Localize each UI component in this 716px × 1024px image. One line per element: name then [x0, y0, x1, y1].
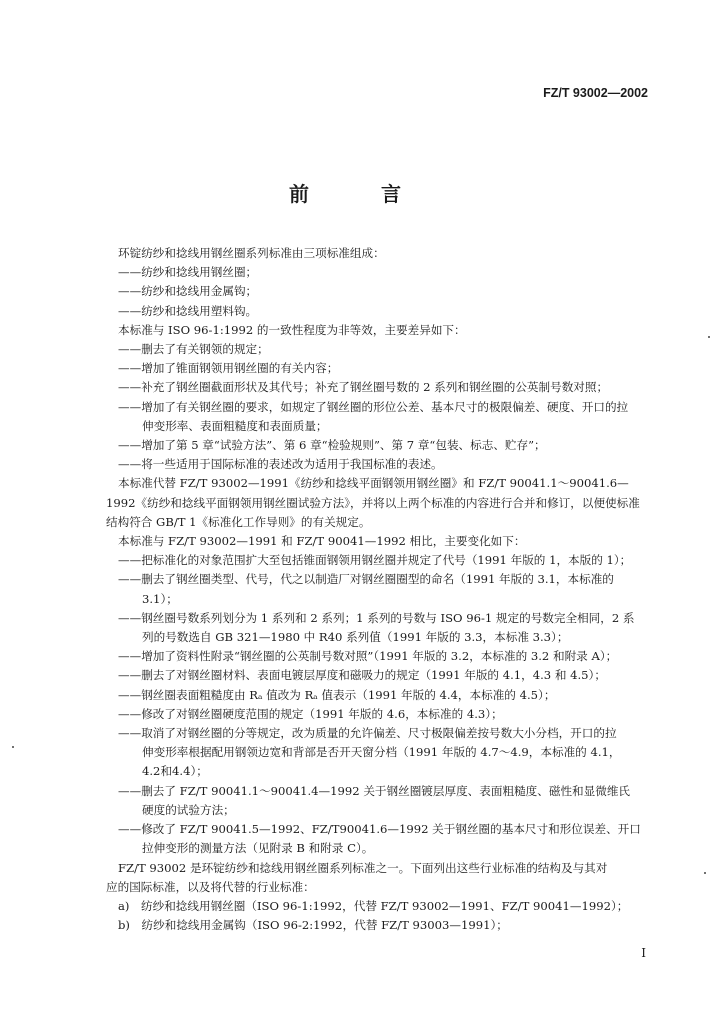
text-line: 伸变形率根据配用钢领边宽和背部是否开天窗分档（1991 年版的 4.7～4.9，本标准的 4.1，: [142, 745, 621, 760]
text-line: ——纺纱和捻线用金属钩；: [118, 284, 258, 299]
text-line: ——纺纱和捻线用钢丝圈；: [118, 265, 258, 280]
standard-code: FZ/T 93002—2002: [543, 86, 648, 100]
text-line: 应的国际标准，以及将代替的行业标准：: [106, 879, 315, 894]
text-line: 1992《纺纱和捻线平面钢领用钢丝圈试验方法》，并将以上两个标准的内容进行合并和修订，以便使标准: [106, 495, 640, 510]
text-line: ——取消了对钢丝圈的分等规定，改为质量的允许偏差、尺寸极限偏差按号数大小分档，开口的拉: [118, 726, 617, 741]
text-line: ——删去了钢丝圈类型、代号，代之以制造厂对钢丝圈圈型的命名（1991 年版的 3.1，本标准的: [118, 572, 614, 587]
text-line: ——删去了对钢丝圈材料、表面电镀层厚度和磁吸力的规定（1991 年版的 4.1，4.3 和 4.5）；: [118, 668, 606, 683]
text-line: a) 纺纱和捻线用钢丝圈（ISO 96-1:1992，代替 FZ/T 93002—1991、FZ/T 90041—1992）；: [118, 898, 629, 913]
scan-speck: [12, 746, 14, 748]
text-line: 列的号数选自 GB 321—1980 中 R40 系列值（1991 年版的 3.3，本标准 3.3）；: [142, 630, 569, 645]
text-line: 3.1）；: [142, 591, 178, 606]
text-line: ——删去了有关钢领的规定；: [118, 342, 269, 357]
text-line: ——修改了对钢丝圈硬度范围的规定（1991 年版的 4.6，本标准的 4.3）；: [118, 706, 503, 721]
text-line: ——纺纱和捻线用塑料钩。: [118, 303, 258, 318]
text-line: 环锭纺纱和捻线用钢丝圈系列标准由三项标准组成：: [118, 246, 385, 260]
text-line: ——增加了第 5 章“试验方法”、第 6 章“检验规则”、第 7 章“包装、标志、贮存”；: [118, 438, 546, 453]
scan-speck: [708, 336, 710, 338]
text-line: 本标准与 ISO 96-1:1992 的一致性程度为非等效，主要差异如下：: [118, 322, 466, 337]
page-title: 前 言: [289, 182, 427, 206]
text-line: ——增加了锥面钢领用钢丝圈的有关内容；: [118, 361, 339, 376]
text-line: 拉伸变形的测量方法（见附录 B 和附录 C）。: [142, 841, 374, 856]
text-line: 本标准与 FZ/T 93002—1991 和 FZ/T 90041—1992 相比，主要变化如下：: [118, 534, 526, 549]
text-line: ——将一些适用于国际标准的表述改为适用于我国标准的表述。: [118, 457, 443, 472]
text-line: FZ/T 93002 是环锭纺纱和捻线用钢丝圈系列标准之一。下面列出这些行业标准的结构及与其对: [118, 860, 608, 875]
text-line: ——钢丝圈表面粗糙度由 Rₐ 值改为 Rₐ 值表示（1991 年版的 4.4，本标准的 4.5）；: [118, 687, 556, 702]
text-line: ——增加了资料性附录“钢丝圈的公英制号数对照”（1991 年版的 3.2，本标准的 3.2 和附录 A）；: [118, 649, 618, 664]
scan-speck: [704, 872, 706, 874]
text-line: 本标准代替 FZ/T 93002—1991《纺纱和捻线平面钢领用钢丝圈》和 FZ/T 90041.1～90041.6—: [118, 476, 629, 491]
body-text: [106, 244, 654, 935]
text-line: 结构符合 GB/T 1《标准化工作导则》的有关规定。: [106, 514, 371, 529]
text-line: ——把标准化的对象范围扩大至包括锥面钢领用钢丝圈并规定了代号（1991 年版的 1，本版的 1）；: [118, 553, 632, 568]
text-line: 伸变形率、表面粗糙度和表面质量；: [142, 418, 328, 433]
page-number: I: [641, 946, 646, 960]
text-line: ——修改了 FZ/T 90041.5—1992、FZ/T90041.6—1992 关于钢丝圈的基本尺寸和形位误差、开口: [118, 822, 641, 837]
text-line: ——补充了钢丝圈截面形状及其代号；补充了钢丝圈号数的 2 系列和钢丝圈的公英制号数对照；: [118, 380, 609, 395]
text-line: b) 纺纱和捻线用金属钩（ISO 96-2:1992，代替 FZ/T 93003—1991）；: [118, 918, 508, 933]
text-line: 4.2和4.4）；: [142, 764, 208, 779]
text-line: 硬度的试验方法；: [142, 802, 235, 817]
text-line: ——删去了 FZ/T 90041.1～90041.4—1992 关于钢丝圈镀层厚度、表面粗糙度、磁性和显微维氏: [118, 783, 631, 798]
text-line: ——增加了有关钢丝圈的要求，如规定了钢丝圈的形位公差、基本尺寸的极限偏差、硬度、开口的拉: [118, 399, 629, 414]
text-line: ——钢丝圈号数系列划分为 1 系列和 2 系列；1 系列的号数与 ISO 96-1 规定的号数完全相同，2 系: [118, 610, 635, 625]
